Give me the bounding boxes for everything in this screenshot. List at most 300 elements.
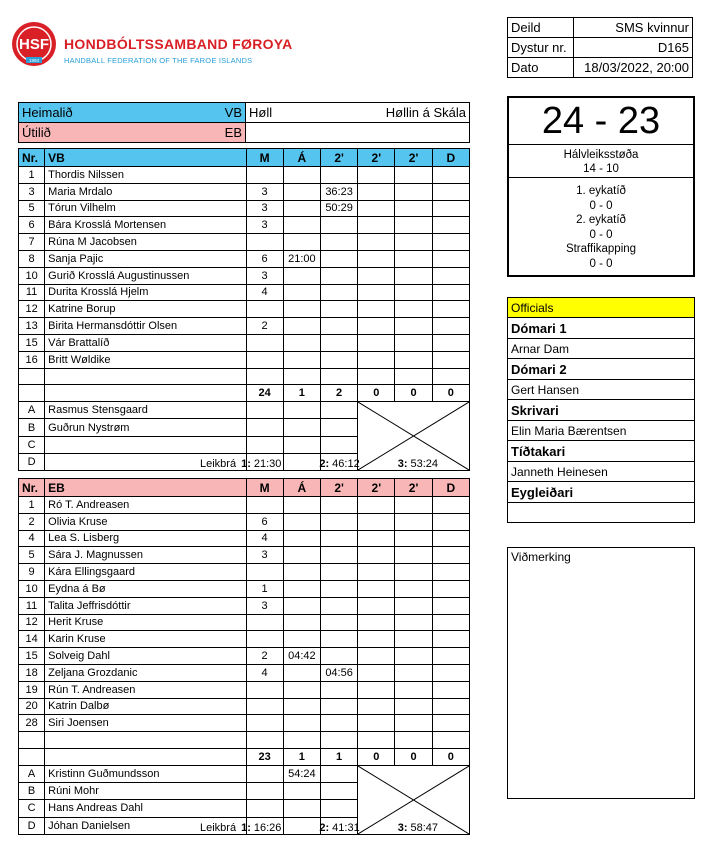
- official-name: Rasmus Stensgaard: [45, 402, 246, 419]
- col-header: M: [246, 479, 283, 497]
- logo-badge: 1993: [28, 58, 40, 63]
- player-stat-s2: [358, 530, 395, 547]
- table-header-row: [19, 149, 470, 167]
- player-stat-s1: [320, 217, 357, 234]
- player-stat-a: [283, 614, 320, 631]
- official-name: Arnar Dam: [508, 339, 695, 359]
- player-stat-d: [432, 217, 469, 234]
- player-stat-m: [246, 564, 283, 581]
- timeout-number: 3:: [397, 458, 408, 470]
- player-nr: 9: [19, 564, 45, 581]
- half-label: Hálvleiksstøða: [563, 149, 639, 161]
- player-stat-s1: [320, 250, 357, 267]
- official-warning: [283, 436, 320, 453]
- official-role: Skrivari: [508, 400, 695, 421]
- player-stat-s1: [320, 597, 357, 614]
- player-name: Birita Hermansdóttir Olsen: [45, 318, 246, 335]
- player-row: [19, 267, 470, 284]
- player-stat-s1: 36:23: [320, 183, 357, 200]
- player-stat-a: [283, 631, 320, 648]
- player-row: [19, 597, 470, 614]
- table-header-row: [19, 479, 470, 497]
- col-header: 2': [358, 479, 395, 497]
- home-timeouts: [200, 458, 438, 470]
- info-label: Dystur nr.: [508, 38, 574, 58]
- player-stat-d: [432, 284, 469, 301]
- player-name: Lea S. Lisberg: [45, 530, 246, 547]
- player-row: [19, 564, 470, 581]
- player-stat-m: [246, 732, 283, 749]
- player-stat-a: [283, 334, 320, 351]
- timeout-number: 2:: [319, 458, 330, 470]
- official-letter: B: [19, 783, 45, 800]
- info-value: 18/03/2022, 20:00: [574, 58, 693, 78]
- home-label: Heimalið: [22, 105, 73, 120]
- et2-score: 0 - 0: [589, 228, 613, 241]
- player-stat-d: [432, 301, 469, 318]
- player-stat-s3: [395, 351, 432, 368]
- player-stat-a: [283, 301, 320, 318]
- timeout-entry: [241, 822, 281, 834]
- total-d: 0: [432, 385, 469, 402]
- player-stat-a: [283, 664, 320, 681]
- player-nr: 15: [19, 648, 45, 665]
- totals-empty: [19, 385, 45, 402]
- timeout-entry: [241, 458, 281, 470]
- player-stat-m: 4: [246, 530, 283, 547]
- official-letter: C: [19, 800, 45, 817]
- player-stat-s1: [320, 167, 357, 184]
- player-name: Karin Kruse: [45, 631, 246, 648]
- logo-letters: HSF: [19, 36, 49, 53]
- player-nr: 6: [19, 217, 45, 234]
- player-name: Talita Jeffrisdóttir: [45, 597, 246, 614]
- timeout-number: 3:: [397, 822, 408, 834]
- timeout-time: 46:12: [332, 458, 360, 470]
- teams-header: [18, 102, 470, 143]
- player-stat-s2: [358, 351, 395, 368]
- player-stat-s3: [395, 614, 432, 631]
- official-m: [246, 402, 283, 419]
- player-stat-s1: [320, 732, 357, 749]
- player-stat-d: [432, 648, 469, 665]
- player-stat-m: 3: [246, 217, 283, 234]
- player-stat-a: [283, 368, 320, 385]
- timeout-label: Leikbrá: [200, 822, 237, 834]
- player-row: [19, 368, 470, 385]
- player-stat-m: 4: [246, 664, 283, 681]
- player-name: Vár Brattalíð: [45, 334, 246, 351]
- player-stat-s1: [320, 267, 357, 284]
- totals-row: [19, 385, 470, 402]
- player-row: [19, 217, 470, 234]
- player-stat-a: [283, 580, 320, 597]
- player-stat-s2: [358, 614, 395, 631]
- col-header: Á: [283, 479, 320, 497]
- official-letter: A: [19, 765, 45, 782]
- officials-title: Officials: [508, 298, 695, 318]
- match-info-table: [507, 17, 693, 78]
- official-m: [246, 783, 283, 800]
- venue-value: Høllin á Skála: [385, 105, 466, 120]
- player-stat-d: [432, 530, 469, 547]
- player-row: [19, 250, 470, 267]
- totals-empty: [45, 385, 246, 402]
- player-stat-a: [283, 267, 320, 284]
- player-stat-a: [283, 564, 320, 581]
- player-stat-s3: [395, 301, 432, 318]
- player-row: [19, 318, 470, 335]
- official-name: [508, 503, 695, 523]
- info-label: Dato: [508, 58, 574, 78]
- et2-label: 2. eykatíð: [576, 214, 626, 226]
- away-code: EB: [224, 125, 242, 140]
- player-name: Katrin Dalbø: [45, 698, 246, 715]
- player-stat-d: [432, 368, 469, 385]
- col-header: 2': [358, 149, 395, 167]
- player-name: Tórun Vilhelm: [45, 200, 246, 217]
- away-timeouts: [200, 822, 438, 834]
- player-stat-m: 6: [246, 513, 283, 530]
- player-stat-s2: [358, 301, 395, 318]
- official-name: Jóhan Danielsen: [45, 817, 246, 834]
- final-score: 24 - 23: [509, 98, 693, 145]
- player-stat-a: [283, 732, 320, 749]
- player-stat-m: [246, 234, 283, 251]
- player-nr: 14: [19, 631, 45, 648]
- player-row: [19, 334, 470, 351]
- player-stat-s1: 04:56: [320, 664, 357, 681]
- timeout-number: 2:: [319, 822, 330, 834]
- official-m: [246, 800, 283, 817]
- totals-row: [19, 748, 470, 765]
- player-nr: 1: [19, 167, 45, 184]
- total-s1: 1: [320, 748, 357, 765]
- official-name: Janneth Heinesen: [508, 462, 695, 482]
- player-stat-a: 04:42: [283, 648, 320, 665]
- total-m: 23: [246, 748, 283, 765]
- player-stat-s3: [395, 597, 432, 614]
- player-stat-d: [432, 497, 469, 514]
- player-stat-s3: [395, 580, 432, 597]
- player-stat-s1: [320, 368, 357, 385]
- col-header: M: [246, 149, 283, 167]
- player-row: [19, 167, 470, 184]
- player-stat-s2: [358, 580, 395, 597]
- pen-score: 0 - 0: [589, 257, 613, 270]
- col-header-team: EB: [45, 479, 246, 497]
- player-stat-s3: [395, 234, 432, 251]
- team-official-row: [19, 402, 470, 419]
- player-stat-s3: [395, 250, 432, 267]
- player-stat-d: [432, 597, 469, 614]
- player-stat-a: [283, 547, 320, 564]
- player-name: Rúna M Jacobsen: [45, 234, 246, 251]
- player-stat-s1: [320, 715, 357, 732]
- official-letter: D: [19, 817, 45, 834]
- official-letter: B: [19, 419, 45, 436]
- player-stat-s2: [358, 183, 395, 200]
- player-nr: 11: [19, 284, 45, 301]
- player-stat-a: [283, 167, 320, 184]
- player-stat-d: [432, 334, 469, 351]
- remarks-box: [507, 547, 695, 799]
- player-row: [19, 351, 470, 368]
- player-stat-s3: [395, 564, 432, 581]
- remarks-label: Viðmerking: [511, 550, 571, 564]
- player-stat-s2: [358, 368, 395, 385]
- info-value: D165: [574, 38, 693, 58]
- player-name: Britt Wøldike: [45, 351, 246, 368]
- team-official-row: [19, 765, 470, 782]
- player-stat-m: [246, 715, 283, 732]
- player-stat-m: [246, 698, 283, 715]
- home-team-table: [18, 148, 470, 471]
- col-header: 2': [395, 149, 432, 167]
- player-stat-s1: [320, 234, 357, 251]
- official-letter: A: [19, 402, 45, 419]
- player-name: Durita Krosslá Hjelm: [45, 284, 246, 301]
- player-name: Maria Mrdalo: [45, 183, 246, 200]
- player-nr: [19, 732, 45, 749]
- player-stat-d: [432, 267, 469, 284]
- player-stat-s2: [358, 664, 395, 681]
- timeout-entry: [319, 822, 359, 834]
- official-warning: [283, 800, 320, 817]
- player-stat-m: 3: [246, 183, 283, 200]
- official-warning: [283, 402, 320, 419]
- official-name: Rúni Mohr: [45, 783, 246, 800]
- player-row: [19, 497, 470, 514]
- player-nr: 28: [19, 715, 45, 732]
- player-stat-a: [283, 351, 320, 368]
- home-label-cell: [19, 103, 246, 123]
- player-name: Gurið Krosslá Augustinussen: [45, 267, 246, 284]
- player-nr: 16: [19, 351, 45, 368]
- officials-table: [507, 297, 695, 523]
- player-row: [19, 648, 470, 665]
- away-team-table: [18, 478, 470, 835]
- player-nr: [19, 368, 45, 385]
- player-stat-d: [432, 547, 469, 564]
- player-stat-m: [246, 334, 283, 351]
- official-role: Dómari 2: [508, 359, 695, 380]
- official-suspension: [320, 765, 357, 782]
- player-nr: 4: [19, 530, 45, 547]
- federation-logo: [12, 22, 56, 66]
- total-s3: 0: [395, 385, 432, 402]
- et1-label: 1. eykatíð: [576, 185, 626, 197]
- player-nr: 5: [19, 547, 45, 564]
- player-stat-a: [283, 715, 320, 732]
- org-subtitle: HANDBALL FEDERATION OF THE FAROE ISLANDS: [64, 56, 253, 65]
- official-name: Elin Maria Bærentsen: [508, 421, 695, 441]
- timeout-time: 16:26: [253, 822, 282, 834]
- player-stat-s1: [320, 497, 357, 514]
- player-stat-d: [432, 681, 469, 698]
- official-m: [246, 419, 283, 436]
- col-header-team: VB: [45, 149, 246, 167]
- official-suspension: [320, 419, 357, 436]
- player-stat-s2: [358, 547, 395, 564]
- venue-label: Høll: [249, 105, 273, 120]
- player-nr: 18: [19, 664, 45, 681]
- player-stat-m: [246, 301, 283, 318]
- player-stat-s1: [320, 351, 357, 368]
- player-row: [19, 183, 470, 200]
- player-stat-s2: [358, 318, 395, 335]
- player-stat-a: [283, 217, 320, 234]
- away-label: Útilið: [22, 125, 51, 140]
- player-name: Katrine Borup: [45, 301, 246, 318]
- player-stat-s3: [395, 732, 432, 749]
- player-stat-s3: [395, 530, 432, 547]
- player-stat-d: [432, 167, 469, 184]
- player-row: [19, 631, 470, 648]
- player-nr: 8: [19, 250, 45, 267]
- player-stat-a: [283, 530, 320, 547]
- player-stat-s2: [358, 732, 395, 749]
- player-stat-s3: [395, 648, 432, 665]
- player-stat-s1: [320, 284, 357, 301]
- player-row: [19, 614, 470, 631]
- player-stat-d: [432, 614, 469, 631]
- player-stat-s2: [358, 200, 395, 217]
- player-stat-a: [283, 597, 320, 614]
- timeout-entry: [398, 822, 438, 834]
- player-stat-s2: [358, 698, 395, 715]
- total-m: 24: [246, 385, 283, 402]
- player-stat-s3: [395, 318, 432, 335]
- player-name: Sára J. Magnussen: [45, 547, 246, 564]
- official-name: Kristinn Guðmundsson: [45, 765, 246, 782]
- player-name: [45, 732, 246, 749]
- player-name: Zeljana Grozdanic: [45, 664, 246, 681]
- official-suspension: [320, 783, 357, 800]
- player-row: [19, 698, 470, 715]
- player-stat-s1: [320, 681, 357, 698]
- player-stat-d: [432, 318, 469, 335]
- official-role: Dómari 1: [508, 318, 695, 339]
- player-row: [19, 200, 470, 217]
- player-stat-s2: [358, 648, 395, 665]
- official-role: Tíðtakari: [508, 441, 695, 462]
- official-name: Hans Andreas Dahl: [45, 800, 246, 817]
- player-stat-s3: [395, 284, 432, 301]
- official-name: Gert Hansen: [508, 380, 695, 400]
- player-stat-m: 1: [246, 580, 283, 597]
- player-stat-a: [283, 284, 320, 301]
- player-nr: 3: [19, 183, 45, 200]
- player-stat-s2: [358, 167, 395, 184]
- player-stat-a: 21:00: [283, 250, 320, 267]
- player-stat-m: [246, 351, 283, 368]
- player-stat-a: [283, 318, 320, 335]
- half-time-box: [509, 145, 693, 178]
- player-stat-m: 3: [246, 200, 283, 217]
- timeout-time: 58:47: [410, 822, 439, 834]
- total-a: 1: [283, 385, 320, 402]
- player-row: [19, 513, 470, 530]
- player-stat-m: [246, 167, 283, 184]
- player-stat-a: [283, 200, 320, 217]
- info-value: SMS kvinnur: [574, 18, 693, 38]
- player-stat-m: 4: [246, 284, 283, 301]
- official-role: Eygleiðari: [508, 482, 695, 503]
- player-stat-a: [283, 681, 320, 698]
- pen-label: Straffikapping: [565, 243, 637, 255]
- player-stat-m: 2: [246, 318, 283, 335]
- player-stat-s3: [395, 267, 432, 284]
- player-row: [19, 284, 470, 301]
- player-stat-s3: [395, 715, 432, 732]
- official-suspension: [320, 402, 357, 419]
- player-stat-d: [432, 580, 469, 597]
- player-row: [19, 301, 470, 318]
- timeout-entry: [319, 458, 359, 470]
- player-name: Ró T. Andreasen: [45, 497, 246, 514]
- player-stat-s3: [395, 200, 432, 217]
- official-warning: [283, 419, 320, 436]
- player-nr: 12: [19, 301, 45, 318]
- player-stat-s3: [395, 334, 432, 351]
- player-stat-s1: [320, 318, 357, 335]
- venue-cell: [246, 103, 470, 123]
- player-name: Siri Joensen: [45, 715, 246, 732]
- player-row: [19, 530, 470, 547]
- empty-cell: [246, 123, 470, 143]
- player-stat-m: 6: [246, 250, 283, 267]
- player-row: [19, 664, 470, 681]
- player-row: [19, 580, 470, 597]
- player-stat-s1: [320, 547, 357, 564]
- player-nr: 5: [19, 200, 45, 217]
- player-stat-s3: [395, 698, 432, 715]
- official-m: [246, 436, 283, 453]
- player-stat-d: [432, 513, 469, 530]
- player-stat-s2: [358, 597, 395, 614]
- official-name: [45, 436, 246, 453]
- official-letter: D: [19, 453, 45, 470]
- player-name: Herit Kruse: [45, 614, 246, 631]
- player-stat-m: [246, 614, 283, 631]
- player-name: Thordis Nilssen: [45, 167, 246, 184]
- col-header: 2': [320, 149, 357, 167]
- official-letter: C: [19, 436, 45, 453]
- player-stat-s1: 50:29: [320, 200, 357, 217]
- player-stat-d: [432, 200, 469, 217]
- half-score: 14 - 10: [583, 163, 619, 175]
- total-a: 1: [283, 748, 320, 765]
- player-stat-m: [246, 368, 283, 385]
- col-header-nr: Nr.: [19, 479, 45, 497]
- home-code: VB: [224, 105, 242, 120]
- player-stat-a: [283, 183, 320, 200]
- player-name: [45, 368, 246, 385]
- player-stat-d: [432, 234, 469, 251]
- player-nr: 19: [19, 681, 45, 698]
- player-nr: 11: [19, 597, 45, 614]
- player-nr: 13: [19, 318, 45, 335]
- player-stat-d: [432, 183, 469, 200]
- player-stat-s2: [358, 513, 395, 530]
- official-name: Guðrun Nystrøm: [45, 419, 246, 436]
- player-stat-m: [246, 631, 283, 648]
- extra-time-box: [509, 178, 693, 271]
- player-stat-s3: [395, 681, 432, 698]
- player-stat-s1: [320, 580, 357, 597]
- player-stat-s3: [395, 167, 432, 184]
